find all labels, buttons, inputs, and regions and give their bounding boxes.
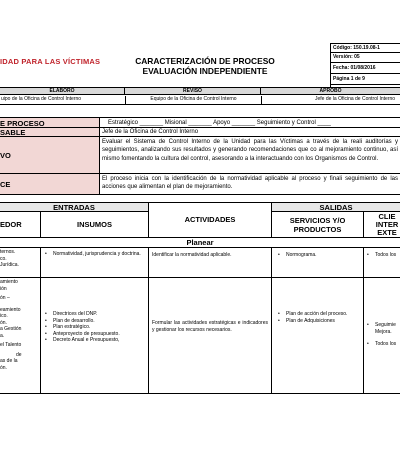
document-header bbox=[0, 40, 400, 87]
objective-value: Evaluar el Sistema de Control Interno de la Unidad para las Víctimas a través de la reali auditorías y seguimientos, analizando sus resultados y generando recomendaciones que co al mejoramiento continuo, así mismo fomentando la cultura del control, asesorando a la interactuando con los Organismos de Control. bbox=[100, 137, 400, 174]
row2-proveedor-line: de bbox=[16, 351, 22, 358]
aprobo-value: Jefe de la Oficina de Control Interno bbox=[261, 96, 400, 105]
column-actividades-label: ACTIVIDADES bbox=[184, 215, 236, 224]
row2-servicio-item: • Plan de Adquisiciones bbox=[278, 318, 360, 325]
process-table bbox=[0, 202, 400, 450]
organization-logo bbox=[0, 57, 100, 66]
row2-proveedor-line: amiento bbox=[0, 279, 18, 285]
row1-servicio-item: • Normograma. bbox=[278, 252, 360, 259]
row2-cliente-item: • Todos los bbox=[367, 341, 400, 348]
logo-text-part-a: IDAD PARA bbox=[0, 57, 45, 66]
row1-proveedor-line: ternos. bbox=[0, 249, 16, 255]
row2-proveedor-line: ión bbox=[0, 285, 7, 292]
row2-insumo-item: • Decreto Anual e Presupuesto, bbox=[45, 337, 146, 344]
row2-insumos bbox=[40, 278, 148, 394]
row2-proveedor-line: eamiento bbox=[0, 306, 21, 313]
row1-proveedor-line: co. bbox=[0, 255, 7, 262]
approval-row bbox=[0, 87, 400, 105]
document-title-line2: EVALUACIÓN INDEPENDIENTE bbox=[142, 66, 268, 76]
process-info bbox=[0, 117, 400, 196]
objective-label: VO bbox=[0, 137, 100, 174]
row2-servicios bbox=[272, 278, 364, 394]
column-clientes-label-1: CLIE bbox=[378, 212, 396, 221]
row2-proveedor-line: ón. bbox=[0, 364, 7, 371]
document-code: Código: 150.19.08-1 bbox=[331, 43, 400, 53]
row2-proveedor bbox=[0, 278, 40, 394]
column-clientes-label-2: INTER bbox=[375, 220, 399, 229]
process-type-label: E PROCESO bbox=[0, 117, 100, 128]
document-version: Versión: 05 bbox=[331, 53, 400, 63]
elaboro-label: ELABORÓ bbox=[0, 88, 125, 95]
row1-actividad: Identificar la normatividad aplicable. bbox=[148, 248, 272, 278]
row2-proveedor-line: ón – bbox=[0, 295, 10, 301]
column-clientes bbox=[364, 212, 400, 238]
row1-clientes bbox=[364, 248, 400, 278]
column-proveedor-label: EDOR bbox=[0, 220, 22, 229]
responsible-value: Jefe de la Oficina de Control Interno bbox=[100, 128, 400, 137]
responsible-label: SABLE bbox=[0, 128, 100, 137]
actividades-header-top bbox=[148, 202, 272, 212]
column-insumos bbox=[40, 212, 148, 238]
elaboro-value: uipo de la Oficina de Control Interno bbox=[1, 96, 82, 102]
document-title-line1: CARACTERIZACIÓN DE PROCESO bbox=[135, 56, 275, 66]
process-type-options: Estratégico _______ Misional _______ Apoyo _______ Seguimiento y Control ____ bbox=[100, 117, 400, 128]
document-title bbox=[130, 56, 280, 76]
row1-proveedor bbox=[0, 248, 40, 278]
row1-insumos bbox=[40, 248, 148, 278]
row2-insumo-item: • Directrices del DNP. bbox=[45, 311, 146, 318]
document-date: Fecha: 01/08/2016 bbox=[331, 63, 400, 74]
scope-value: El proceso inicia con la identificación de la normatividad aplicable al proceso y finali seguimiento de las acciones que alimentan el plan de mejoramiento. bbox=[100, 174, 400, 195]
row2-insumo-item: • Plan de desarrollo. bbox=[45, 318, 146, 325]
row2-servicio-item: • Plan de acción del proceso. bbox=[278, 311, 360, 318]
row1-cliente-item: • Todos los bbox=[367, 252, 400, 259]
row2-insumo-item: • Anteproyecto de presupuesto. bbox=[45, 331, 146, 338]
row2-proveedor-line: el Talento bbox=[0, 342, 22, 348]
row2-actividad: Formular las actividades estratégicas e indicadores y gestionar los recursos necesarios. bbox=[148, 278, 272, 394]
row2-insumo-item: • Plan estratégico. bbox=[45, 324, 146, 331]
column-proveedor bbox=[0, 212, 40, 238]
column-servicios-label: SERVICIOS Y/O PRODUCTOS bbox=[289, 216, 346, 234]
reviso-label: REVISÓ bbox=[125, 88, 261, 95]
section-planear: Planear bbox=[0, 238, 400, 248]
column-insumos-label: INSUMOS bbox=[76, 220, 112, 229]
row2-proveedor-line: as de la bbox=[0, 358, 18, 364]
logo-text-part-b: LAS VÍCTIMAS bbox=[44, 57, 101, 66]
scope-label: CE bbox=[0, 174, 100, 195]
row2-clientes bbox=[364, 278, 400, 394]
aprobo-label: APROBÓ bbox=[261, 88, 400, 95]
row2-proveedor-line: ico. bbox=[0, 313, 8, 319]
column-actividades bbox=[148, 212, 272, 238]
row2-proveedor-line: ón. bbox=[0, 319, 7, 326]
row1-servicios bbox=[272, 248, 364, 278]
reviso-value: Equipo de la Oficina de Control Interno bbox=[125, 96, 261, 105]
row1-insumo-item: • Normatividad, jurisprudencia y doctrina. bbox=[45, 251, 146, 258]
row2-proveedor-line: a. bbox=[0, 332, 5, 339]
salidas-header: SALIDAS bbox=[272, 202, 400, 212]
row2-cliente-item: • Seguimie Mejora. bbox=[367, 322, 400, 335]
column-servicios bbox=[272, 212, 364, 238]
row2-proveedor-line: a Gestión bbox=[0, 326, 22, 332]
entradas-header: ENTRADAS bbox=[0, 202, 148, 212]
document-page: Página 1 de 9 bbox=[331, 74, 400, 85]
row1-proveedor-line: Jurídica. bbox=[0, 262, 19, 268]
document-code-box bbox=[330, 43, 400, 87]
column-clientes-label-3: EXTE bbox=[377, 228, 397, 237]
